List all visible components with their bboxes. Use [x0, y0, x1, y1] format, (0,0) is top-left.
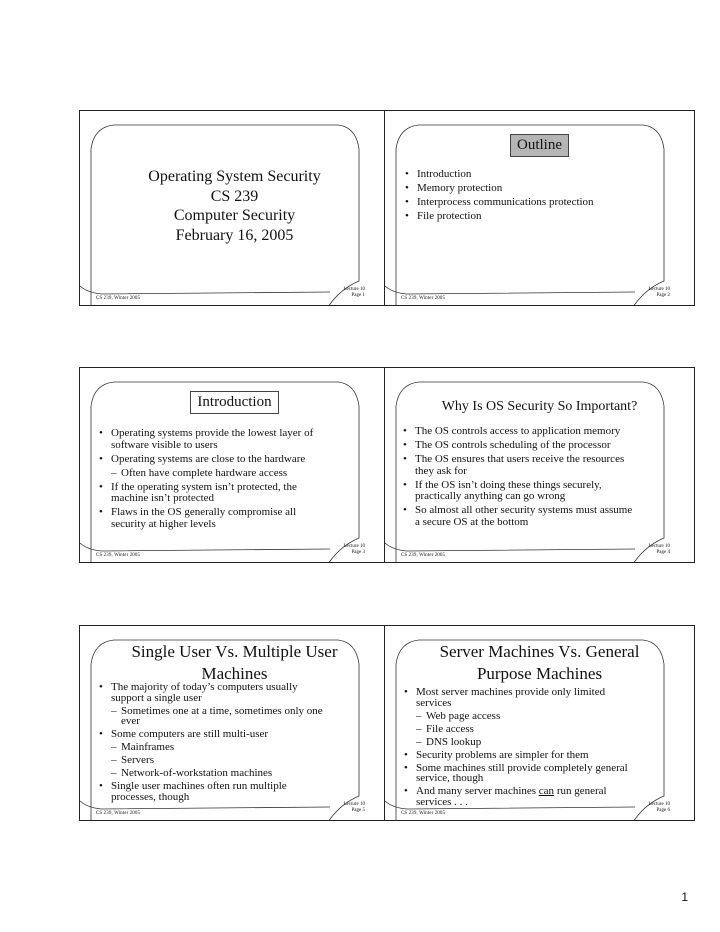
- sub-bullet-item: – DNS lookup: [404, 737, 629, 748]
- slide-5: [79, 625, 390, 821]
- slide-1: [79, 110, 390, 306]
- bullet-item: • Memory protection: [405, 183, 665, 195]
- slide-footer-course: CS 239, Winter 2005: [401, 811, 446, 816]
- sub-bullet-item: – Servers: [99, 755, 324, 766]
- slide-title-line: Purpose Machines: [476, 664, 603, 683]
- lecture-label: Lecture 10: [343, 802, 365, 807]
- bullet-item: • Security problems are simpler for them: [404, 750, 629, 761]
- bullet-item: • Single user machines often run multiple processes, though: [99, 781, 324, 802]
- lecture-label: Lecture 10: [648, 287, 670, 292]
- bullet-item: • Operating systems are close to the hardware: [99, 454, 324, 466]
- slide-footer-lecture: [648, 544, 670, 556]
- slide-2: [384, 110, 695, 306]
- lecture-label: Lecture 10: [343, 544, 365, 549]
- cover-line: CS 239: [210, 187, 259, 205]
- bullet-item: • The OS controls access to application memory: [403, 426, 637, 438]
- sub-bullet-item: – Sometimes one at a time, sometimes only one ever: [99, 706, 324, 727]
- bullet-item: • If the OS isn’t doing these things securely, practically anything can go wrong: [403, 480, 637, 503]
- lecture-label: Lecture 10: [648, 802, 670, 807]
- bullet-list: [99, 682, 324, 805]
- cover-line: February 16, 2005: [175, 226, 294, 244]
- slide-footer-lecture: [648, 287, 670, 299]
- bullet-item: • Introduction: [405, 169, 665, 181]
- bullet-text-pre: And many server machines: [416, 785, 539, 797]
- sub-bullet-item: – Network-of-workstation machines: [99, 768, 324, 779]
- slide-title-text: Why Is OS Security So Important?: [441, 399, 638, 414]
- slide-title: [385, 641, 694, 685]
- bullet-item: • Flaws in the OS generally compromise all security at higher levels: [99, 507, 324, 530]
- slide-page-label: Page 5: [351, 808, 365, 813]
- slide-page-label: Page 4: [656, 550, 670, 555]
- bullet-text-post: run general services . . .: [416, 785, 607, 808]
- bullet-item: • So almost all other security systems must assume a secure OS at the bottom: [403, 505, 637, 528]
- slide-3: [79, 367, 390, 563]
- slide-title-text: Outline: [510, 134, 569, 157]
- bullet-item: • Some machines still provide completely general service, though: [404, 763, 629, 784]
- slide-footer-lecture: [343, 544, 365, 556]
- bullet-list: [99, 428, 324, 533]
- slide-footer-course: CS 239, Winter 2005: [96, 811, 141, 816]
- slide-title-line: Single User Vs. Multiple User: [131, 642, 338, 661]
- slide-page-label: Page 3: [351, 550, 365, 555]
- sub-bullet-item: – Web page access: [404, 711, 629, 722]
- slide-page-label: Page 2: [656, 293, 670, 298]
- slide-4: [384, 367, 695, 563]
- bullet-item: • Interprocess communications protection: [405, 197, 665, 209]
- slide-title: [385, 134, 694, 157]
- slide-footer-course: CS 239, Winter 2005: [401, 296, 446, 301]
- bullet-item: • If the operating system isn’t protected, the machine isn’t protected: [99, 482, 324, 505]
- bullet-item: • The majority of today’s computers usually support a single user: [99, 682, 324, 703]
- slide-page-label: Page 6: [656, 808, 670, 813]
- bullet-item: • Operating systems provide the lowest layer of software visible to users: [99, 428, 324, 451]
- handout-page-number: 1: [681, 890, 688, 904]
- slide-footer-lecture: [648, 802, 670, 814]
- lecture-label: Lecture 10: [343, 287, 365, 292]
- bullet-list: [405, 169, 665, 225]
- sub-bullet-item: – Often have complete hardware access: [99, 468, 324, 480]
- slide-title-text: Introduction: [190, 391, 278, 414]
- bullet-item: • Some computers are still multi-user: [99, 729, 324, 740]
- bullet-item: • Most server machines provide only limited services: [404, 687, 629, 708]
- slide-page-label: Page 1: [351, 293, 365, 298]
- slide-footer-course: CS 239, Winter 2005: [96, 296, 141, 301]
- slide-title: [385, 397, 694, 415]
- slide-footer-lecture: [343, 287, 365, 299]
- bullet-list: [403, 426, 637, 531]
- cover-line: Operating System Security: [148, 168, 321, 185]
- bullet-item: • File protection: [405, 211, 665, 223]
- slide-footer-lecture: [343, 802, 365, 814]
- slide-title-line: Machines: [201, 664, 268, 683]
- slide-6: [384, 625, 695, 821]
- slide-title-line: Server Machines Vs. General: [439, 642, 640, 661]
- cover-title: [80, 167, 389, 245]
- sub-bullet-item: – File access: [404, 724, 629, 735]
- lecture-label: Lecture 10: [648, 544, 670, 549]
- cover-line: Computer Security: [173, 207, 296, 224]
- bullet-list: [404, 687, 629, 810]
- slide-footer-course: CS 239, Winter 2005: [96, 553, 141, 558]
- slide-title: [80, 391, 389, 414]
- sub-bullet-item: – Mainframes: [99, 742, 324, 753]
- slide-footer-course: CS 239, Winter 2005: [401, 553, 446, 558]
- bullet-text-underlined: can: [538, 785, 555, 797]
- bullet-item: • The OS ensures that users receive the resources they ask for: [403, 454, 637, 477]
- bullet-item: [404, 786, 629, 807]
- slide-title: [80, 641, 389, 685]
- bullet-item: • The OS controls scheduling of the processor: [403, 440, 637, 452]
